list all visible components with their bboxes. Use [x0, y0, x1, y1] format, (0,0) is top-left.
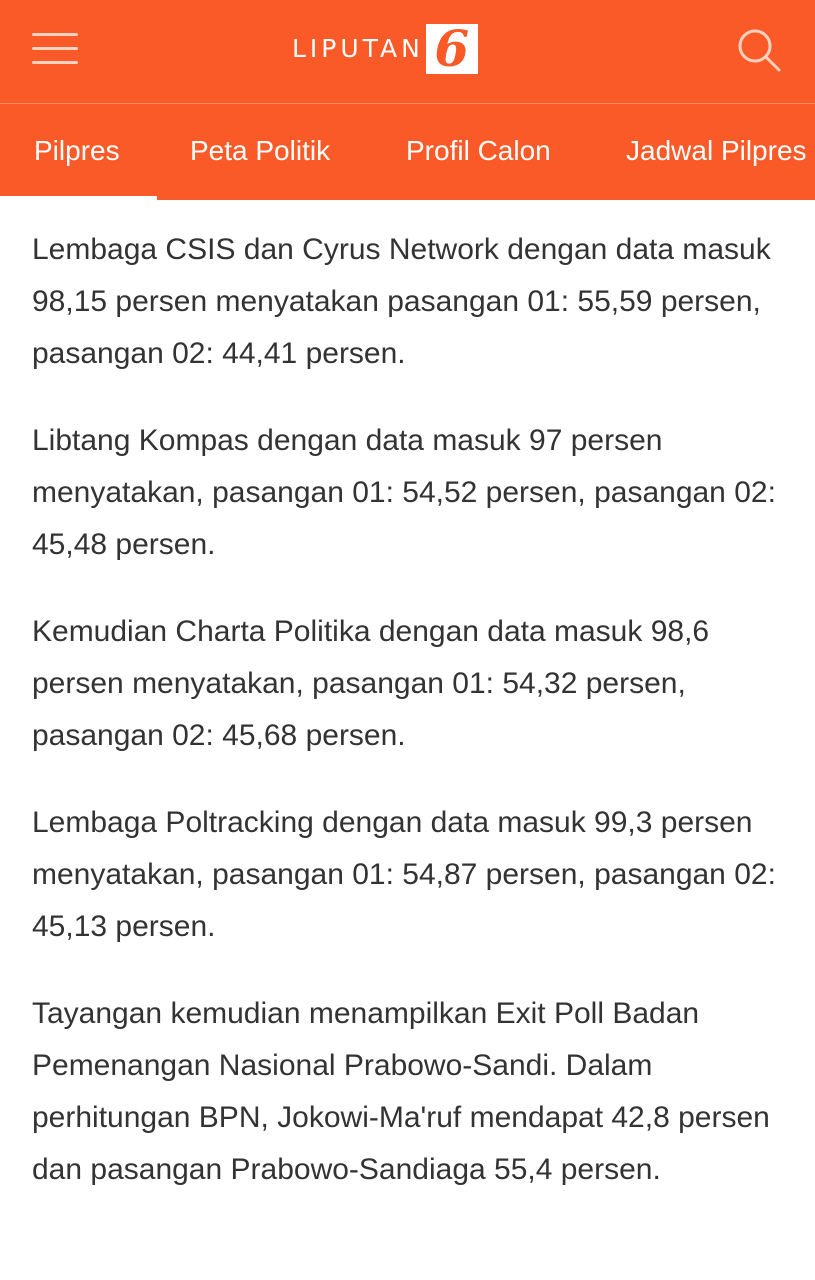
top-header [0, 0, 815, 103]
tab-pilpres[interactable]: Pilpres [34, 135, 120, 166]
logo-mark: 6 [426, 24, 478, 74]
active-tab-indicator [0, 196, 157, 200]
article-paragraph: Lembaga Poltracking dengan data masuk 99,3 persen menyatakan, pasangan 01: 54,87 persen, pasangan 02: 45,13 persen. [32, 806, 776, 943]
tab-peta-politik[interactable]: Peta Politik [190, 135, 331, 166]
article-paragraph: Libtang Kompas dengan data masuk 97 persen menyatakan, pasangan 01: 54,52 persen, pasangan 02: 45,48 persen. [32, 424, 776, 561]
site-logo[interactable] [292, 19, 478, 78]
article-paragraph: Tayangan kemudian menampilkan Exit Poll Badan Pemenangan Nasional Prabowo-Sandi. Dalam perhitungan BPN, Jokowi-Ma'ruf mendapat 42,8 persen dan pasangan Prabowo-Sandiaga 55,4 persen. [32, 997, 770, 1186]
logo-text: LIPUTAN [292, 34, 424, 63]
tab-bar [0, 104, 815, 200]
search-icon[interactable] [736, 27, 782, 73]
article-body [32, 224, 792, 1231]
article-paragraph: Lembaga CSIS dan Cyrus Network dengan data masuk 98,15 persen menyatakan pasangan 01: 55,59 persen, pasangan 02: 44,41 persen. [32, 233, 771, 370]
article-paragraph: Kemudian Charta Politika dengan data masuk 98,6 persen menyatakan, pasangan 01: 54,32 persen, pasangan 02: 45,68 persen. [32, 615, 710, 752]
tab-profil-calon[interactable]: Profil Calon [406, 135, 551, 166]
tab-jadwal-pilpres[interactable]: Jadwal Pilpres [626, 135, 807, 166]
hamburger-icon[interactable] [32, 33, 78, 65]
